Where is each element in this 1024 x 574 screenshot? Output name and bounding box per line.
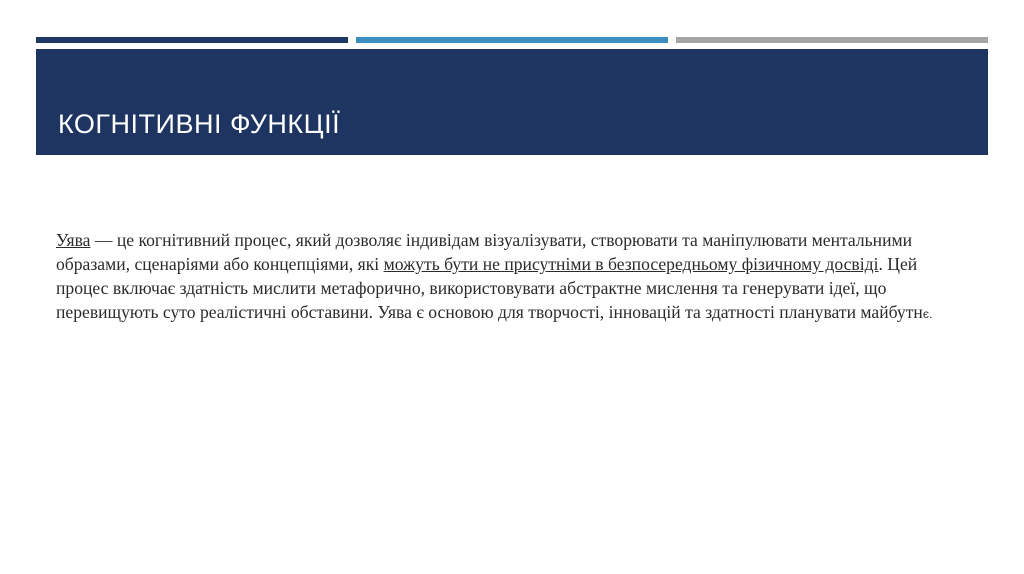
top-stripe-gray [676,37,988,43]
term-link[interactable]: Уява [56,230,91,250]
slide-title: КОГНІТИВНІ ФУНКЦІЇ [58,109,341,139]
paragraph-text-tail: є. [922,307,933,321]
top-stripe-light-blue [356,37,668,43]
title-band [36,49,988,155]
body-paragraph [56,228,936,326]
paragraph-text-part2: . Цей процес включає здатність мислити метафорично, використовувати абстрактне мислення та генерувати ідеї, що перевищують суто реалістичні обставини. Уява є основою для творчості, інновацій та здатності планувати майбутн [56,254,923,322]
top-stripe-dark-blue [36,37,348,43]
paragraph-text-part1: — це когнітивний процес, який дозволяє індивідам візуалізувати, створювати та маніпулювати ментальними образами, сценаріями або концепціями, які [56,230,913,274]
inline-link[interactable]: можуть бути не присутніми в безпосередньому фізичному досвіді [383,254,879,274]
